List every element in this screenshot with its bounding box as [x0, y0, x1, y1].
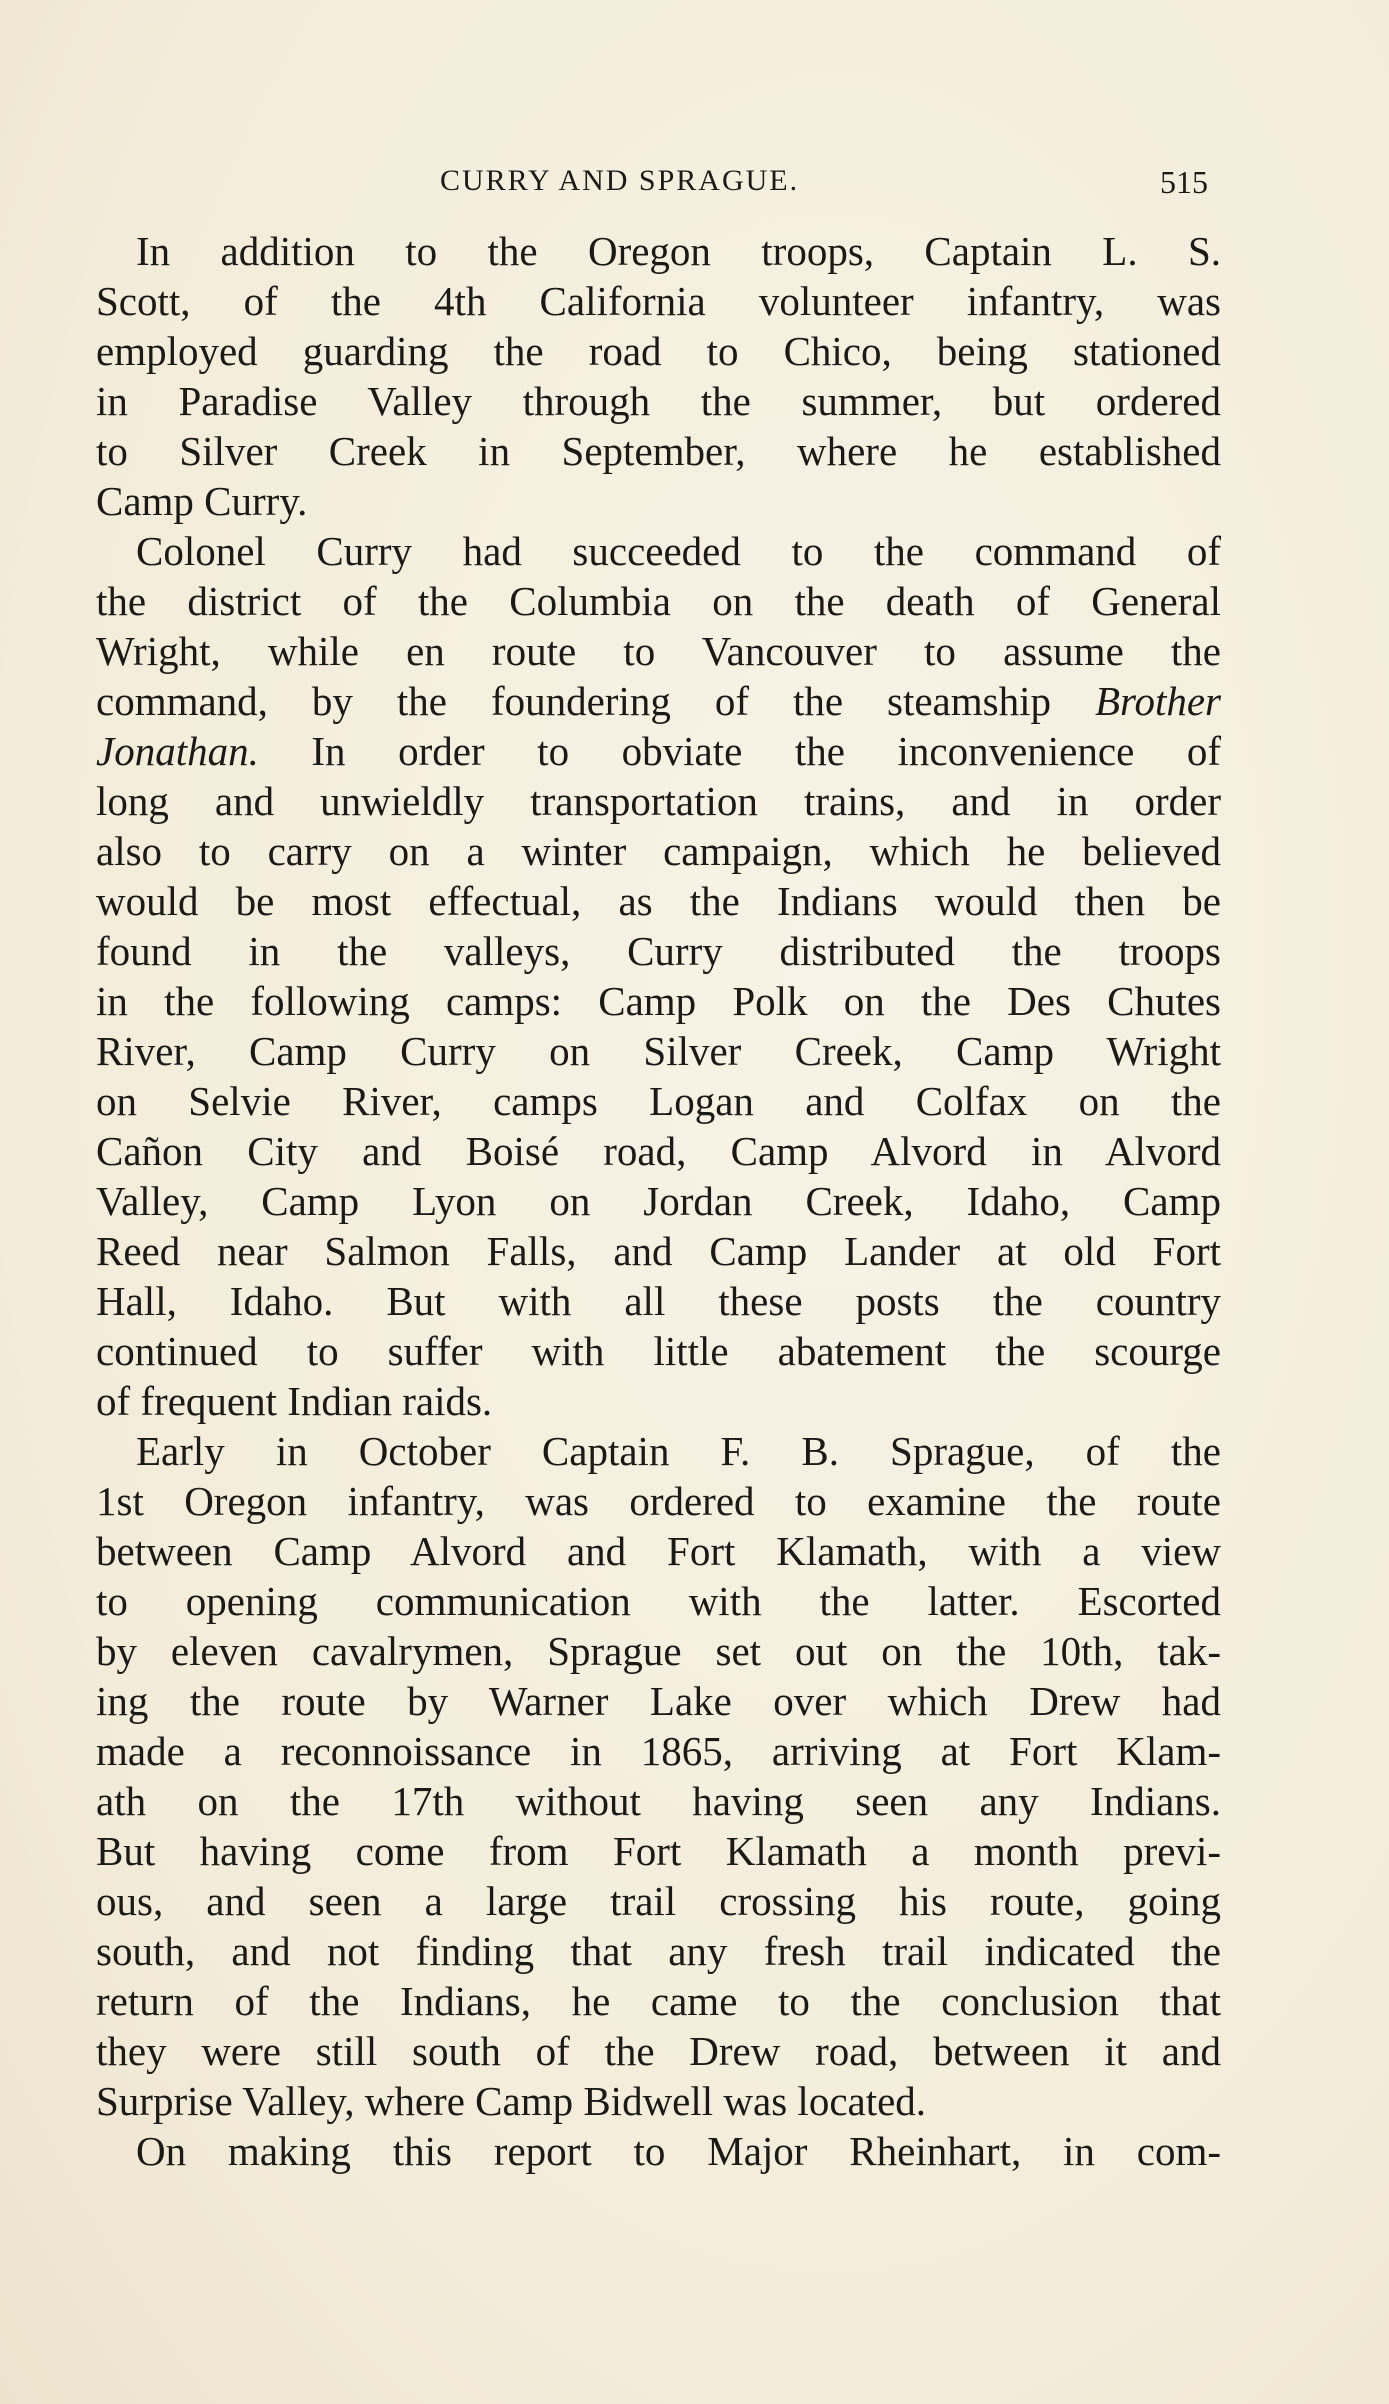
text-line — [96, 876, 1221, 926]
text-line — [96, 1326, 1221, 1376]
text-line — [96, 376, 1221, 426]
text-line — [96, 2076, 1221, 2126]
running-head — [0, 158, 1389, 218]
text-line — [96, 676, 1221, 726]
text-line — [96, 726, 1221, 776]
line-text: command, by the foundering of the steamship — [96, 678, 1095, 724]
text-line — [96, 1626, 1221, 1676]
line-text: in the following camps: Camp Polk on the Des Chutes — [96, 978, 1221, 1024]
line-text: the district of the Columbia on the death of General — [96, 578, 1221, 624]
line-text: to Silver Creek in September, where he established — [96, 428, 1221, 474]
line-text: Scott, of the 4th California volunteer infantry, was — [96, 278, 1221, 324]
line-text: they were still south of the Drew road, between it and — [96, 2028, 1221, 2074]
text-line — [96, 2026, 1221, 2076]
running-title: CURRY AND SPRAGUE. — [440, 164, 800, 197]
line-text: River, Camp Curry on Silver Creek, Camp Wright — [96, 1028, 1221, 1074]
line-text: return of the Indians, he came to the conclusion that — [96, 1978, 1221, 2024]
line-text: ath on the 17th without having seen any Indians. — [96, 1778, 1221, 1824]
text-line — [96, 526, 1221, 576]
text-line — [96, 1726, 1221, 1776]
line-text: by eleven cavalrymen, Sprague set out on the 10th, tak- — [96, 1628, 1221, 1674]
text-line — [96, 1226, 1221, 1276]
italic-text: Jonathan. — [96, 728, 259, 774]
text-line — [96, 1676, 1221, 1726]
text-line — [96, 476, 1221, 526]
line-text: of frequent Indian raids. — [96, 1378, 493, 1424]
line-text: Hall, Idaho. But with all these posts the country — [96, 1278, 1221, 1324]
text-line — [96, 776, 1221, 826]
line-text: Colonel Curry had succeeded to the command of — [136, 528, 1221, 574]
line-text: long and unwieldly transportation trains, and in order — [96, 778, 1221, 824]
page-number: 515 — [1160, 164, 1208, 200]
text-line — [96, 1976, 1221, 2026]
line-text: in Paradise Valley through the summer, but ordered — [96, 378, 1221, 424]
line-text: south, and not finding that any fresh trail indicated the — [96, 1928, 1221, 1974]
line-text: continued to suffer with little abatement the scourge — [96, 1328, 1221, 1374]
text-line — [96, 426, 1221, 476]
line-text: On making this report to Major Rheinhart, in com- — [136, 2128, 1221, 2174]
text-line — [96, 1876, 1221, 1926]
line-text: also to carry on a winter campaign, which he believed — [96, 828, 1221, 874]
line-text: Cañon City and Boisé road, Camp Alvord in Alvord — [96, 1128, 1221, 1174]
line-text: between Camp Alvord and Fort Klamath, with a view — [96, 1528, 1221, 1574]
line-text: Wright, while en route to Vancouver to assume the — [96, 628, 1221, 674]
line-text: ing the route by Warner Lake over which Drew had — [96, 1678, 1221, 1724]
text-line — [96, 576, 1221, 626]
text-line — [96, 1176, 1221, 1226]
text-line — [96, 1826, 1221, 1876]
text-line — [96, 826, 1221, 876]
line-text: Early in October Captain F. B. Sprague, of the — [136, 1428, 1221, 1474]
line-text: Camp Curry. — [96, 478, 308, 524]
line-text: 1st Oregon infantry, was ordered to examine the route — [96, 1478, 1221, 1524]
text-line — [96, 1076, 1221, 1126]
line-text: In addition to the Oregon troops, Captain L. S. — [136, 228, 1221, 274]
text-line — [96, 976, 1221, 1026]
line-text: Reed near Salmon Falls, and Camp Lander at old Fort — [96, 1228, 1221, 1274]
line-text: found in the valleys, Curry distributed the troops — [96, 928, 1221, 974]
line-text: to opening communication with the latter. Escorted — [96, 1578, 1221, 1624]
line-text: Surprise Valley, where Camp Bidwell was located. — [96, 2078, 927, 2124]
line-text: But having come from Fort Klamath a month previ- — [96, 1828, 1221, 1874]
text-line — [96, 1476, 1221, 1526]
text-line — [96, 226, 1221, 276]
text-line — [96, 1126, 1221, 1176]
text-line — [96, 1776, 1221, 1826]
line-text: Valley, Camp Lyon on Jordan Creek, Idaho, Camp — [96, 1178, 1221, 1224]
text-line — [96, 276, 1221, 326]
text-line — [96, 1376, 1221, 1426]
line-text: In order to obviate the inconvenience of — [258, 728, 1221, 774]
text-line — [96, 626, 1221, 676]
text-line — [96, 1026, 1221, 1076]
line-text: would be most effectual, as the Indians would then be — [96, 878, 1221, 924]
line-text: made a reconnoissance in 1865, arriving at Fort Klam- — [96, 1728, 1221, 1774]
text-line — [96, 1576, 1221, 1626]
text-line — [96, 326, 1221, 376]
text-line — [96, 1526, 1221, 1576]
line-text: employed guarding the road to Chico, being stationed — [96, 328, 1221, 374]
line-text: ous, and seen a large trail crossing his route, going — [96, 1878, 1221, 1924]
italic-text: Brother — [1094, 678, 1221, 724]
line-text: on Selvie River, camps Logan and Colfax on the — [96, 1078, 1221, 1124]
text-line — [96, 2126, 1221, 2176]
text-line — [96, 1426, 1221, 1476]
text-line — [96, 926, 1221, 976]
body-text — [96, 226, 1221, 2176]
text-line — [96, 1926, 1221, 1976]
text-line — [96, 1276, 1221, 1326]
